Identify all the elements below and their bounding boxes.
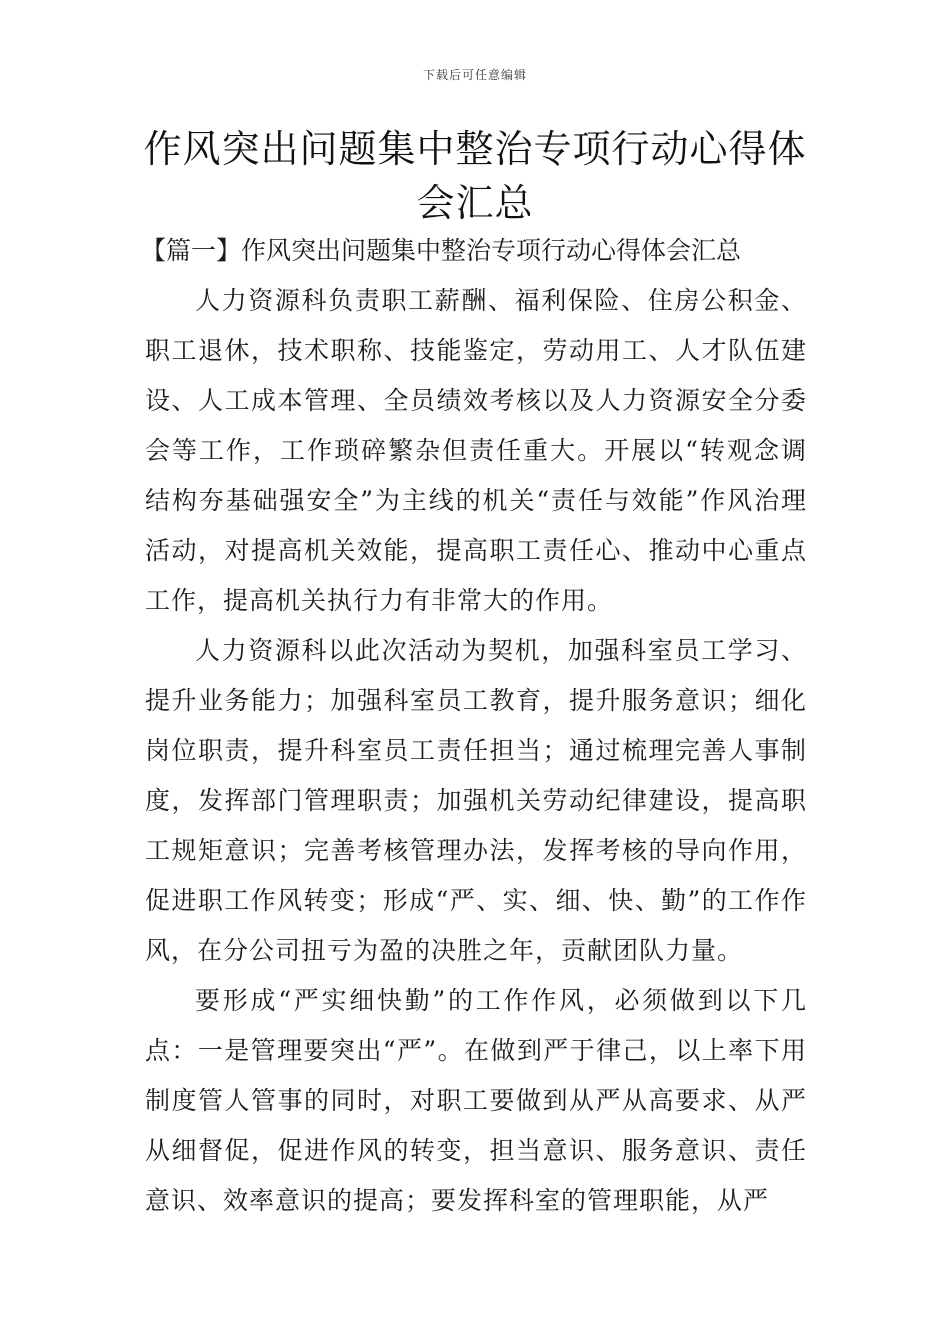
document-body (141, 226, 807, 1226)
paragraph-1: 人力资源科负责职工薪酬、福利保险、住房公积金、职工退休，技术职称、技能鉴定，劳动用工、人才队伍建设、人工成本管理、全员绩效考核以及人力资源安全分委会等工作，工作琐碎繁杂但责任重大。开展以“转观念调结构夯基础强安全”为主线的机关“责任与效能”作风治理活动，对提高机关效能，提高职工责任心、推动中心重点工作，提高机关执行力有非常大的作用。 (145, 286, 807, 615)
paragraph-3: 要形成“严实细快勤”的工作作风，必须做到以下几点：一是管理要突出“严”。在做到严于律己，以上率下用制度管人管事的同时，对职工要做到从严从高要求、从严从细督促，促进作风的转变，担当意识、服务意识、责任意识、效率意识的提高；要发挥科室的管理职能，从严 (145, 986, 807, 1215)
document-title: 作风突出问题集中整治专项行动心得体会汇总 (143, 127, 807, 225)
header-note: 下载后可任意编辑 (422, 68, 527, 82)
paragraph-2: 人力资源科以此次活动为契机，加强科室员工学习、提升业务能力；加强科室员工教育，提升服务意识；细化岗位职责，提升科室员工责任担当；通过梳理完善人事制度，发挥部门管理职责；加强机关劳动纪律建设，提高职工规矩意识；完善考核管理办法，发挥考核的导向作用，促进职工作风转变；形成“严、实、细、快、勤”的工作作风，在分公司扭亏为盈的决胜之年，贡献团队力量。 (145, 636, 807, 965)
section-heading: 【篇一】作风突出问题集中整治专项行动心得体会汇总 (141, 236, 742, 265)
